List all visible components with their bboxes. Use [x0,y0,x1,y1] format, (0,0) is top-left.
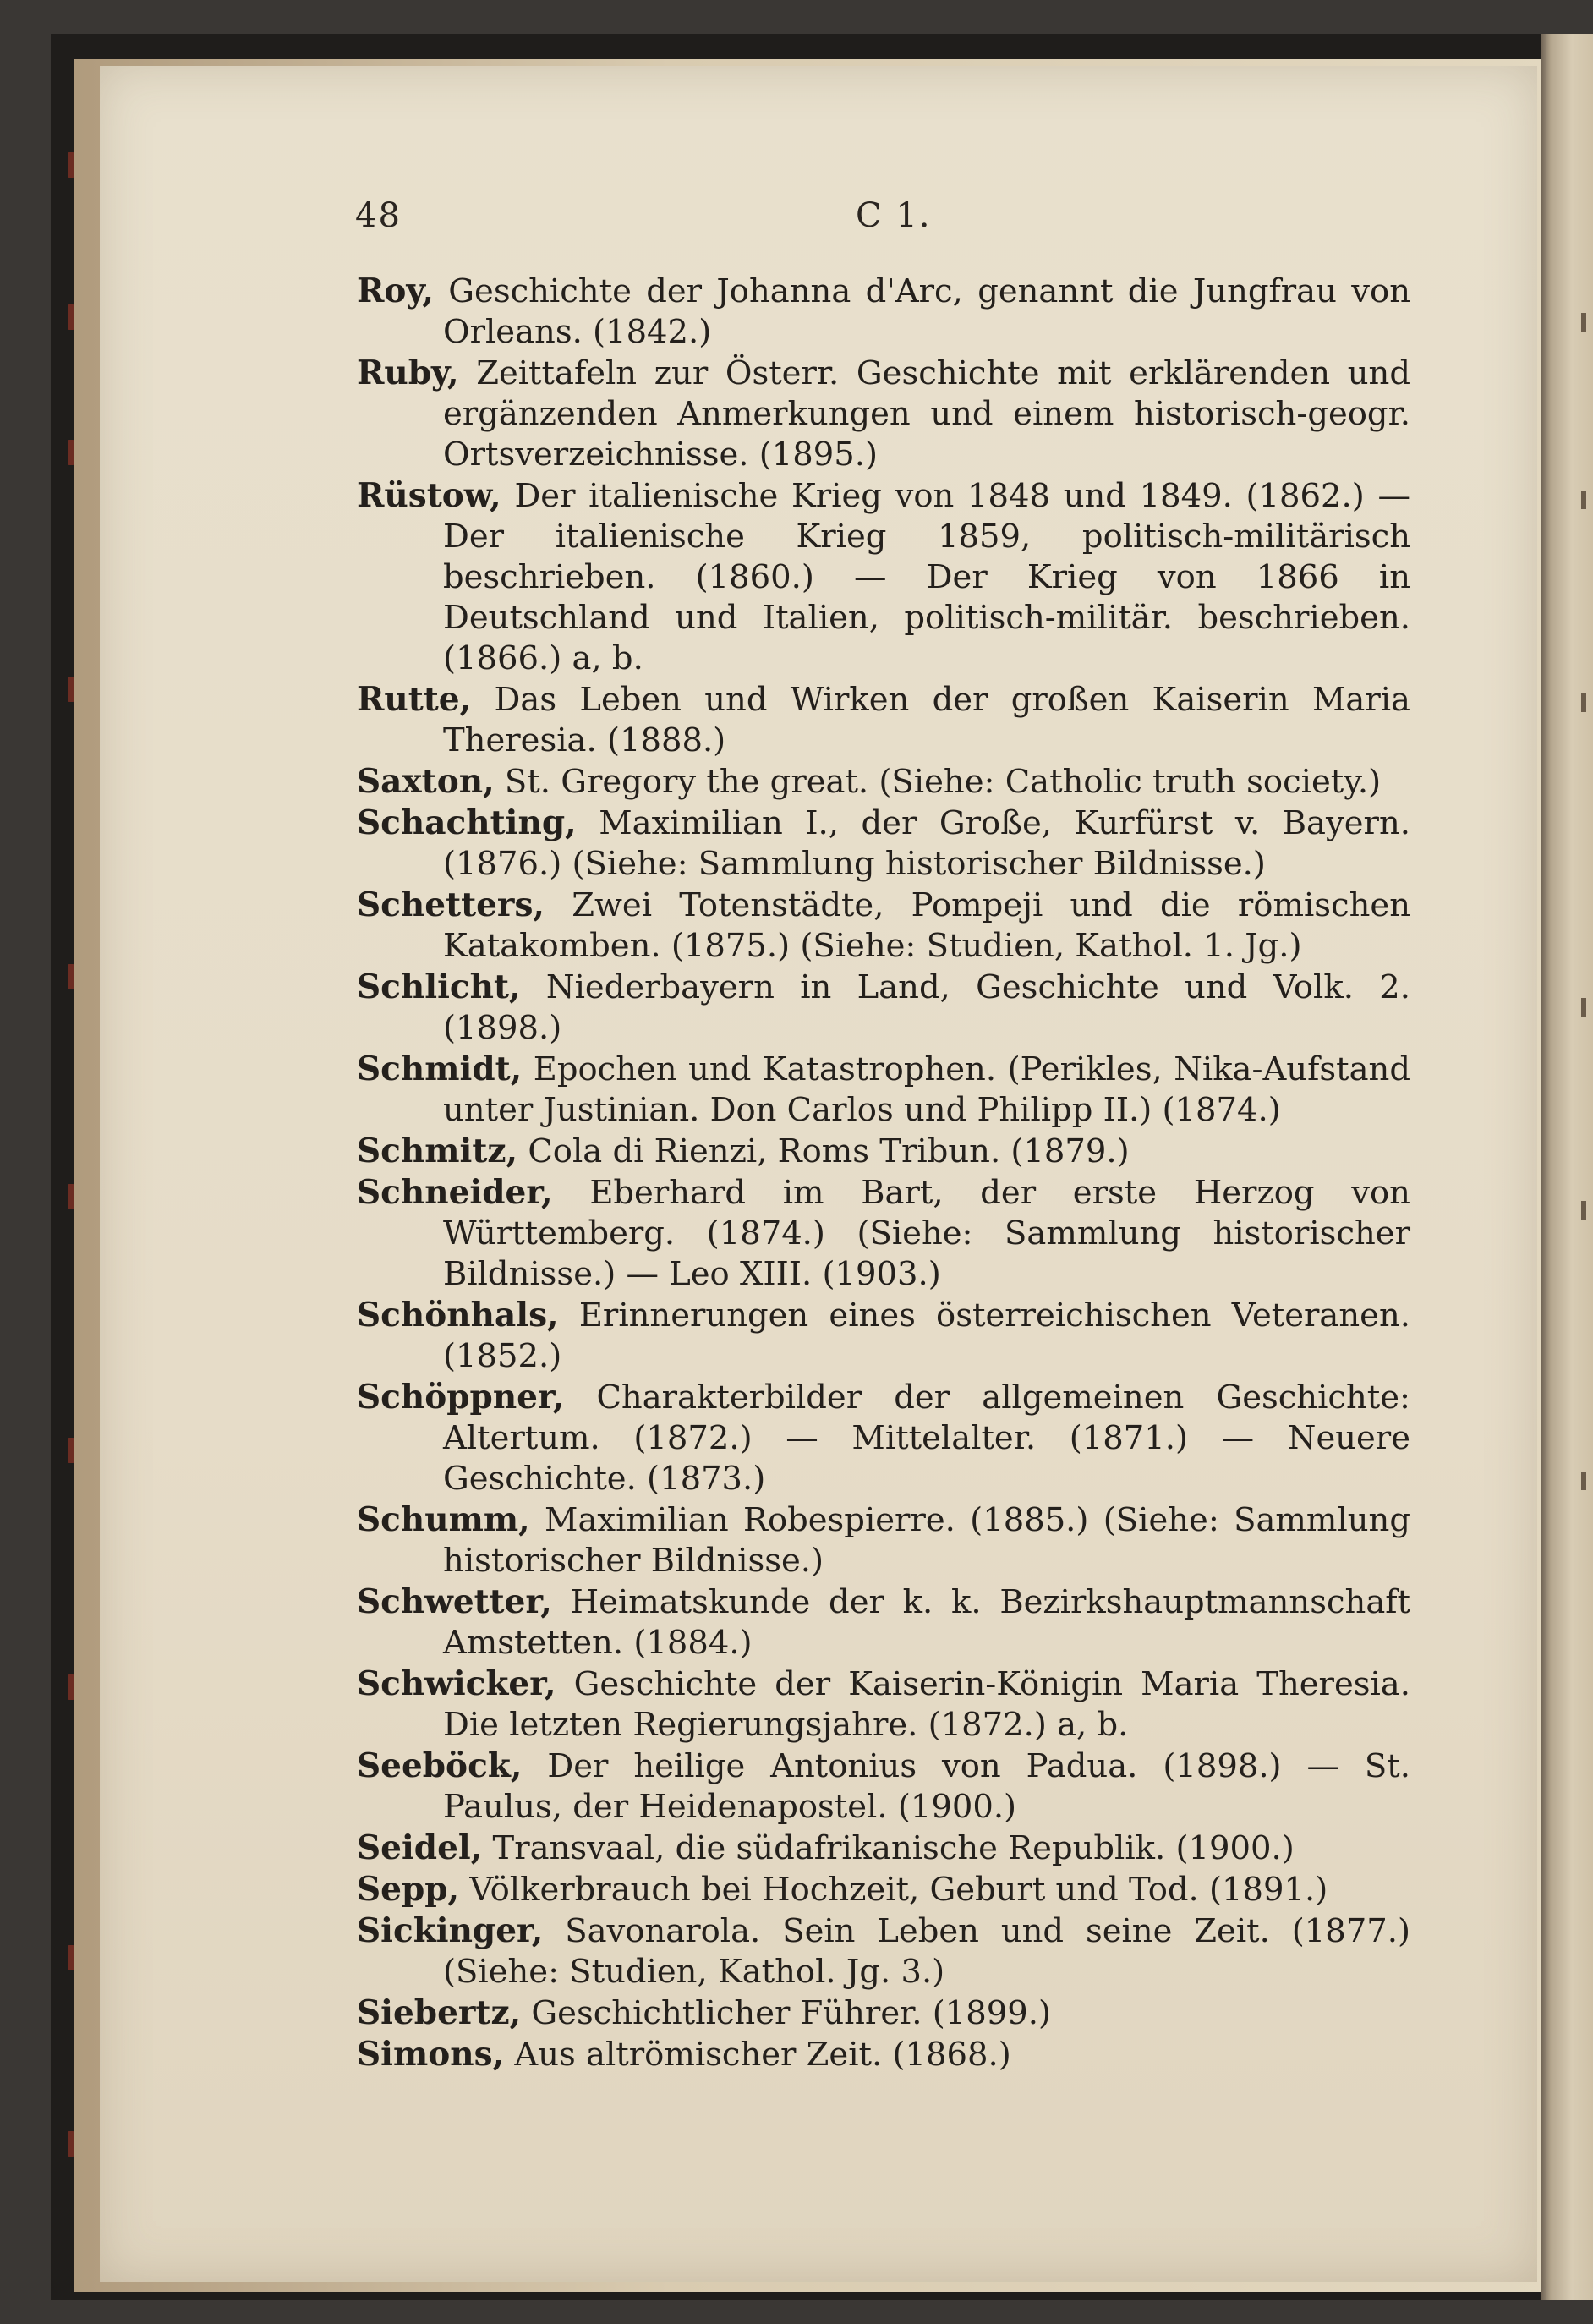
list-item [357,1131,1410,1172]
page-number: 48 [355,196,402,235]
entry-author: Simons, [357,2035,505,2074]
entry-text: Der heilige Antonius von Padua. (1898.) — St. Paulus, der Heidenapostel. (1900.) [443,1747,1410,1826]
list-item [357,1746,1410,1828]
entry-author: Seidel, [357,1828,483,1867]
list-item [357,803,1410,885]
entry-author: Sepp, [357,1870,460,1909]
entry-author: Schwicker, [357,1664,556,1703]
list-item [357,967,1410,1049]
list-item [357,1295,1410,1377]
entry-author: Saxton, [357,762,495,801]
section-signature: C 1. [856,196,932,235]
entry-text: Charakterbilder der allgemeinen Geschichte: Altertum. (1872.) — Mittelalter. (1871.) — Neuere Geschichte. (1873.) [443,1379,1410,1498]
list-item [357,1377,1410,1499]
list-item [357,1992,1410,2034]
entry-author: Siebertz, [357,1993,522,2032]
entry-author: Schumm, [357,1500,530,1539]
entry-text: Aus altrömischer Zeit. (1868.) [514,2036,1011,2074]
list-item [357,353,1410,475]
entry-author: Schlicht, [357,967,521,1006]
entry-text: Geschichtlicher Führer. (1899.) [531,1994,1052,2032]
facing-page-edge [1541,34,1593,2300]
entry-author: Schönhals, [357,1296,559,1335]
list-item [357,1049,1410,1131]
entry-text: St. Gregory the great. (Siehe: Catholic truth society.) [504,763,1382,801]
bibliography-list [357,271,1410,2075]
entry-text: Maximilian I., der Große, Kurfürst v. Bayern. (1876.) (Siehe: Sammlung historischer Bildnisse.) [443,804,1410,883]
entry-author: Schöppner, [357,1378,565,1417]
entry-text: Savonarola. Sein Leben und seine Zeit. (1877.) (Siehe: Studien, Kathol. Jg. 3.) [443,1912,1410,1991]
list-item [357,1664,1410,1746]
list-item [357,679,1410,761]
entry-text: Maximilian Robespierre. (1885.) (Siehe: Sammlung historischer Bildnisse.) [443,1501,1410,1580]
list-item [357,1581,1410,1664]
entry-author: Schmitz, [357,1132,518,1170]
entry-text: Cola di Rienzi, Roms Tribun. (1879.) [528,1132,1130,1170]
entry-text: Geschichte der Kaiserin-Königin Maria Theresia. Die letzten Regierungsjahre. (1872.) a, b. [443,1665,1410,1744]
entry-author: Schachting, [357,803,577,842]
entry-text: Epochen und Katastrophen. (Perikles, Nika-Aufstand unter Justinian. Don Carlos und Philipp II.) (1874.) [443,1050,1410,1129]
list-item [357,2034,1410,2075]
entry-author: Schetters, [357,885,545,924]
list-item [357,1499,1410,1581]
list-item [357,475,1410,679]
list-item [357,885,1410,967]
list-item [357,1172,1410,1295]
entry-text: Niederbayern in Land, Geschichte und Volk. 2. (1898.) [443,968,1410,1047]
list-item [357,1910,1410,1992]
entry-text: Der italienische Krieg von 1848 und 1849. (1862.) — Der italienische Krieg 1859, politisch-militärisch beschrieben. (1860.) — Der Krieg von 1866 in Deutschland und Italien, politisch-militär. beschrieben. (1866.) a, b. [443,477,1410,677]
entry-author: Schmidt, [357,1050,523,1088]
entry-author: Seeböck, [357,1746,523,1785]
entry-author: Ruby, [357,354,459,392]
list-item [357,1869,1410,1910]
entry-author: Sickinger, [357,1911,544,1950]
entry-author: Rutte, [357,680,472,719]
binding-edge [68,85,76,2250]
list-item [357,1828,1410,1869]
entry-author: Schwetter, [357,1582,552,1621]
entry-text: Zwei Totenstädte, Pompeji und die römischen Katakomben. (1875.) (Siehe: Studien, Kathol. 1. Jg.) [443,886,1410,965]
list-item [357,761,1410,803]
entry-text: Heimatskunde der k. k. Bezirkshauptmannschaft Amstetten. (1884.) [443,1583,1410,1662]
entry-text: Eberhard im Bart, der erste Herzog von Württemberg. (1874.) (Siehe: Sammlung historischer Bildnisse.) — Leo XIII. (1903.) [443,1174,1410,1293]
entry-text: Erinnerungen eines österreichischen Veteranen. (1852.) [443,1296,1410,1375]
entry-author: Roy, [357,271,434,310]
entry-text: Zeittafeln zur Österr. Geschichte mit erklärenden und ergänzenden Anmerkungen und einem historisch-geogr. Ortsverzeichnisse. (1895.) [443,354,1410,474]
list-item [357,271,1410,353]
entry-text: Das Leben und Wirken der großen Kaiserin Maria Theresia. (1888.) [443,681,1410,759]
entry-text: Völkerbrauch bei Hochzeit, Geburt und Tod. (1891.) [469,1871,1328,1909]
entry-author: Schneider, [357,1173,553,1212]
entry-author: Rüstow, [357,476,501,515]
entry-text: Geschichte der Johanna d'Arc, genannt die Jungfrau von Orleans. (1842.) [443,272,1410,351]
entry-text: Transvaal, die südafrikanische Republik. (1900.) [492,1829,1295,1867]
